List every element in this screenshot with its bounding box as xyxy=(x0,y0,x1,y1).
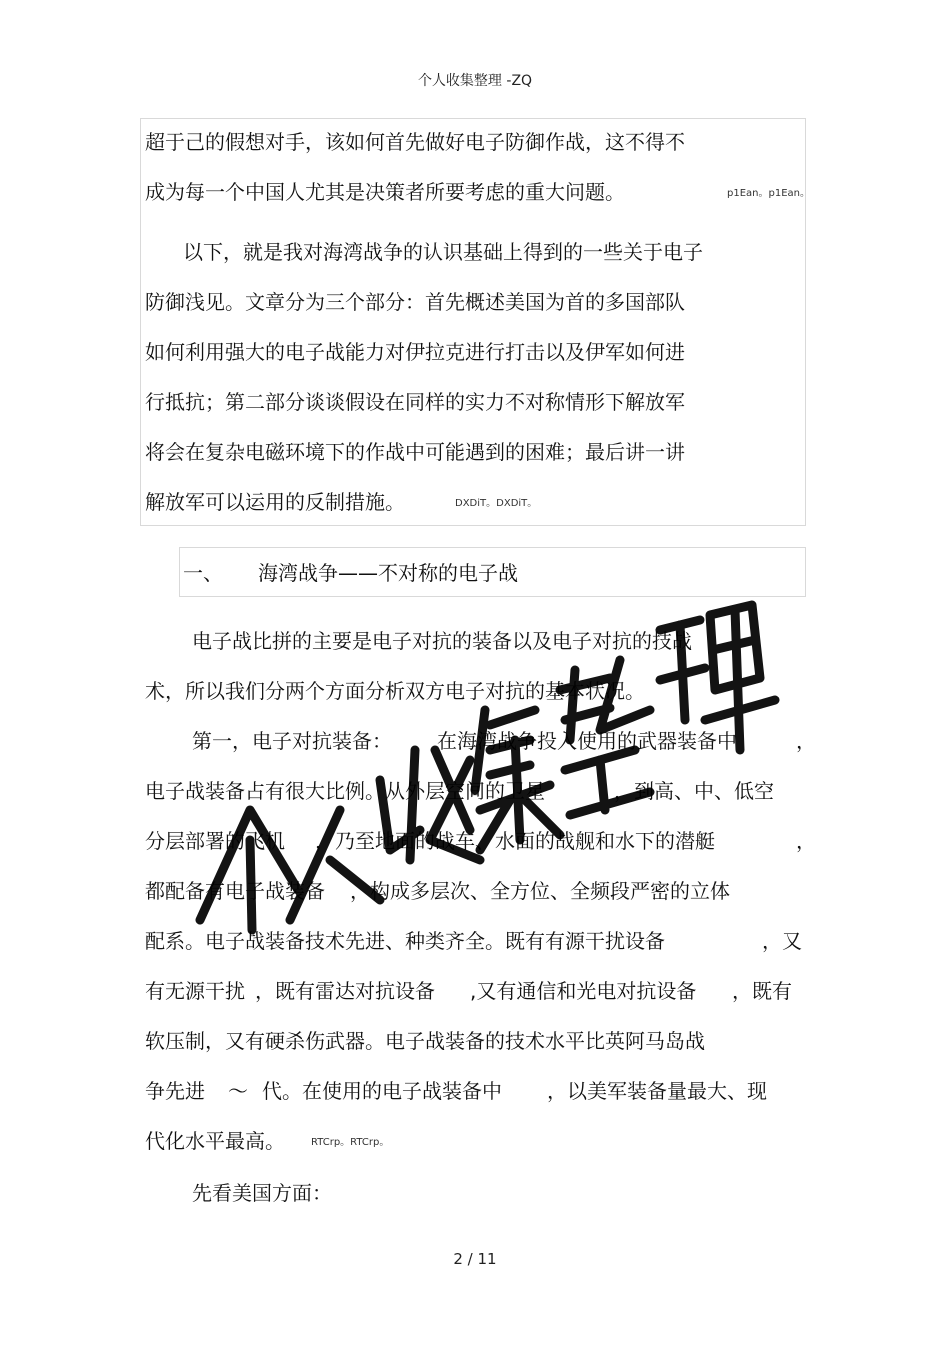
page-header: 个人收集整理 -ZQ xyxy=(417,73,533,89)
paragraph-line: 先看美国方面： xyxy=(192,1181,332,1205)
paragraph-line: 分层部署的飞机 xyxy=(145,829,285,853)
paragraph-line: 配系。电子战装备技术先进、种类齐全。既有有源干扰设备 xyxy=(145,929,665,953)
annotation-mark: p1Ean。p1Ean。 xyxy=(727,188,810,199)
paragraph-line: 代。在使用的电子战装备中 xyxy=(262,1079,502,1103)
page-number: 2 / 11 xyxy=(453,1250,497,1268)
paragraph-line: 有无源干扰 xyxy=(145,979,245,1003)
watermark-stamp-icon xyxy=(180,560,780,940)
punctuation: ， xyxy=(796,729,816,753)
paragraph-line: ，既有 xyxy=(732,979,792,1003)
paragraph-line: ，又 xyxy=(762,929,802,953)
paragraph-line: 争先进 xyxy=(145,1079,205,1103)
paragraph-line: 以下，就是我对海湾战争的认识基础上得到的一些关于电子 xyxy=(183,240,703,264)
paragraph-line: 解放军可以运用的反制措施。 xyxy=(145,490,405,514)
paragraph-line: 如何利用强大的电子战能力对伊拉克进行打击以及伊军如何进 xyxy=(145,340,685,364)
paragraph-line: ，乃至地面的战车、水面的战舰和水下的潜艇 xyxy=(315,829,715,853)
annotation-mark: DXDiT。DXDiT。 xyxy=(455,498,538,509)
paragraph-line: ，既有雷达对抗设备 xyxy=(255,979,435,1003)
paragraph-line: 代化水平最高。 xyxy=(145,1129,285,1153)
paragraph-line: 行抵抗；第二部分谈谈假设在同样的实力不对称情形下解放军 xyxy=(145,390,685,414)
section-title: 海湾战争——不对称的电子战 xyxy=(258,561,518,585)
paragraph-line: ，到高、中、低空 xyxy=(614,779,774,803)
paragraph-line: 在海湾战争投入使用的武器装备中 xyxy=(437,729,737,753)
paragraph-line: ，构成多层次、全方位、全频段严密的立体 xyxy=(350,879,730,903)
paragraph-line: 软压制，又有硬杀伤武器。电子战装备的技术水平比英阿马岛战 xyxy=(145,1029,705,1053)
paragraph-line: 成为每一个中国人尤其是决策者所要考虑的重大问题。 xyxy=(145,180,625,204)
paragraph-line: 超于己的假想对手，该如何首先做好电子防御作战，这不得不 xyxy=(145,130,685,154)
paragraph-line: ～ xyxy=(228,1079,248,1103)
paragraph-line: 第一，电子对抗装备： xyxy=(192,729,392,753)
paragraph-line: ，以美军装备量最大、现 xyxy=(547,1079,767,1103)
punctuation: ， xyxy=(796,829,816,853)
paragraph-line: 防御浅见。文章分为三个部分：首先概述美国为首的多国部队 xyxy=(145,290,685,314)
section-number: 一、 xyxy=(183,561,223,585)
paragraph-line: 电子战装备占有很大比例。从外层空间的卫星 xyxy=(145,779,545,803)
paragraph-line: 都配备有电子战装备 xyxy=(145,879,325,903)
paragraph-line: ,又有通信和光电对抗设备 xyxy=(470,979,697,1003)
paragraph-line: 电子战比拼的主要是电子对抗的装备以及电子对抗的技战 xyxy=(192,629,692,653)
paragraph-line: 术，所以我们分两个方面分析双方电子对抗的基本状况。 xyxy=(145,679,645,703)
annotation-mark: RTCrp。RTCrp。 xyxy=(311,1137,390,1148)
paragraph-line: 将会在复杂电磁环境下的作战中可能遇到的困难；最后讲一讲 xyxy=(145,440,685,464)
